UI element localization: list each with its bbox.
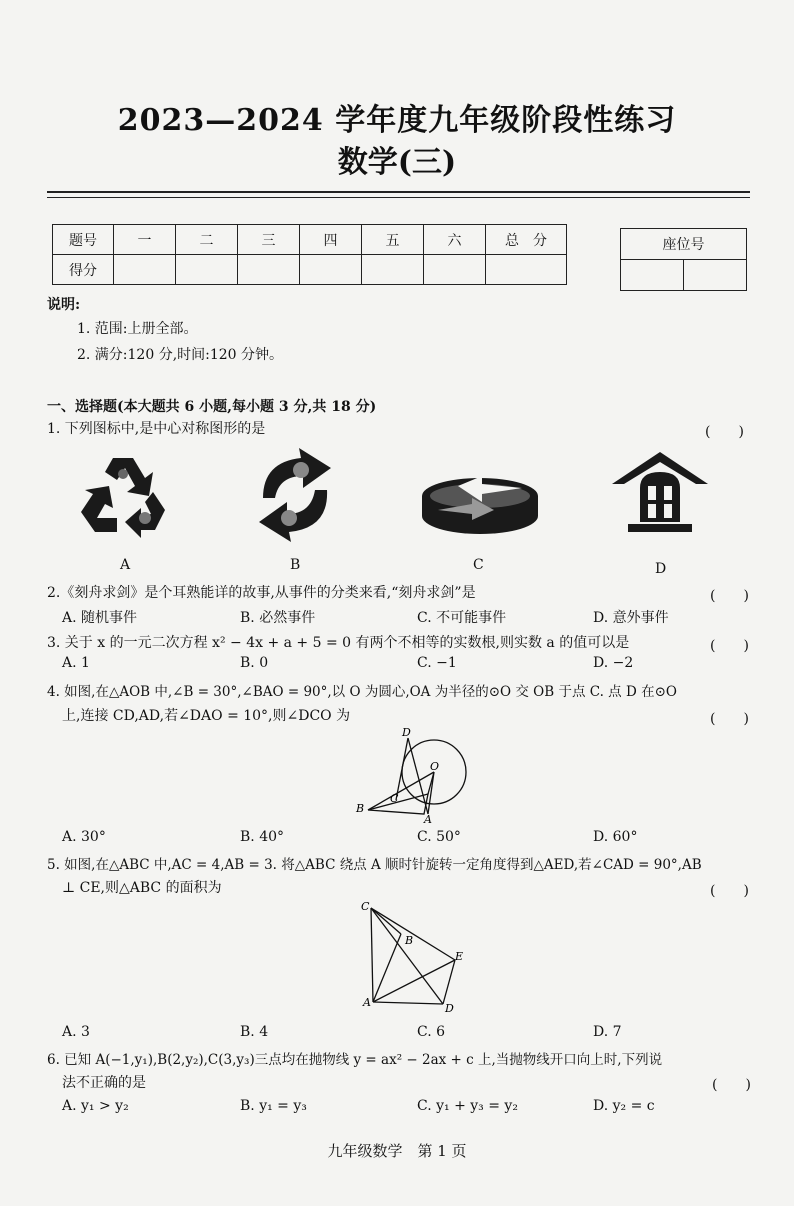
score-cell[interactable] bbox=[424, 255, 486, 285]
q6-option: A. y₁ > y₂ bbox=[62, 1098, 129, 1114]
q4-figure bbox=[350, 724, 475, 824]
answer-blank[interactable]: ( ) bbox=[710, 883, 749, 899]
q5-option: D. 7 bbox=[593, 1024, 622, 1040]
label-C: C bbox=[390, 792, 399, 805]
score-header-cell: 三 bbox=[238, 225, 300, 255]
q5-option: C. 6 bbox=[417, 1024, 446, 1040]
q6-option: B. y₁ = y₃ bbox=[240, 1098, 307, 1114]
label-E: E bbox=[455, 950, 464, 963]
answer-blank[interactable]: ( ) bbox=[710, 588, 749, 604]
label-B: B bbox=[405, 934, 414, 947]
q1-option-label: B bbox=[290, 557, 301, 573]
q2-option: A. 随机事件 bbox=[62, 610, 138, 626]
seat-table bbox=[620, 228, 747, 291]
label-D: D bbox=[402, 726, 411, 739]
label-D: D bbox=[445, 1002, 454, 1015]
score-header-cell: 题号 bbox=[53, 225, 114, 255]
q2-option: D. 意外事件 bbox=[593, 610, 669, 626]
divider-bottom bbox=[47, 197, 750, 198]
q4-option: D. 60° bbox=[593, 829, 638, 845]
score-row-label: 得分 bbox=[53, 255, 114, 285]
score-cell[interactable] bbox=[486, 255, 567, 285]
score-cell[interactable] bbox=[238, 255, 300, 285]
swap-arrows-icon bbox=[418, 466, 543, 536]
q6-option: C. y₁ + y₃ = y₂ bbox=[417, 1098, 518, 1114]
score-cell[interactable] bbox=[300, 255, 362, 285]
q1-option-label: C bbox=[473, 557, 484, 573]
rotating-arrows-icon bbox=[245, 448, 345, 543]
label-O: O bbox=[430, 760, 440, 773]
exam-subtitle: 数学(三) bbox=[337, 145, 457, 180]
question-6-stem: 6. 已知 A(−1,y₁),B(2,y₂),C(3,y₃)三点均在抛物线 y = ax² − 2ax + c 上,当抛物线开口向上时,下列说 bbox=[47, 1052, 663, 1068]
score-header-cell: 一 bbox=[114, 225, 176, 255]
score-header-cell: 五 bbox=[362, 225, 424, 255]
score-cell[interactable] bbox=[114, 255, 176, 285]
question-5-stem-cont: ⊥ CE,则△ABC 的面积为 bbox=[62, 880, 222, 896]
answer-blank[interactable]: ( ) bbox=[712, 1077, 751, 1093]
page-footer: 九年级数学 第 1 页 bbox=[327, 1142, 467, 1160]
divider-top bbox=[47, 191, 750, 193]
score-cell[interactable] bbox=[176, 255, 238, 285]
question-2-stem: 2.《刻舟求剑》是个耳熟能详的故事,从事件的分类来看,“刻舟求剑”是 bbox=[47, 585, 476, 601]
note-item: 1. 范围:上册全部。 bbox=[77, 321, 198, 337]
q3-option: D. −2 bbox=[593, 655, 634, 671]
q4-option: C. 50° bbox=[417, 829, 461, 845]
seat-cell[interactable] bbox=[621, 260, 684, 291]
question-4-stem: 4. 如图,在△AOB 中,∠B = 30°,∠BAO = 90°,以 O 为圆心,OA 为半径的⊙O 交 OB 于点 C. 点 D 在⊙O bbox=[47, 684, 677, 700]
answer-blank[interactable]: ( ) bbox=[710, 711, 749, 727]
exam-title: 2023—2024 学年度九年级阶段性练习 bbox=[117, 103, 677, 138]
label-B: B bbox=[356, 802, 365, 815]
score-header-cell: 六 bbox=[424, 225, 486, 255]
q1-option-label: A bbox=[120, 557, 131, 573]
q3-option: A. 1 bbox=[62, 655, 90, 671]
label-A: A bbox=[363, 996, 371, 1009]
question-4-stem-cont: 上,连接 CD,AD,若∠DAO = 10°,则∠DCO 为 bbox=[62, 708, 351, 724]
q2-option: B. 必然事件 bbox=[240, 610, 316, 626]
recycle-icon bbox=[75, 450, 175, 540]
q5-option: B. 4 bbox=[240, 1024, 269, 1040]
q3-option: C. −1 bbox=[417, 655, 457, 671]
question-6-stem-cont: 法不正确的是 bbox=[62, 1075, 146, 1091]
q5-option: A. 3 bbox=[62, 1024, 90, 1040]
answer-blank[interactable]: ( ) bbox=[710, 638, 749, 654]
label-C: C bbox=[361, 900, 370, 913]
seat-label: 座位号 bbox=[621, 229, 747, 260]
note-item: 2. 满分:120 分,时间:120 分钟。 bbox=[77, 347, 284, 363]
q5-figure bbox=[355, 898, 475, 1016]
q4-option: B. 40° bbox=[240, 829, 285, 845]
label-A: A bbox=[424, 813, 432, 824]
seat-cell[interactable] bbox=[684, 260, 747, 291]
notes-heading: 说明: bbox=[47, 297, 81, 313]
score-table bbox=[52, 224, 567, 285]
question-3-stem: 3. 关于 x 的一元二次方程 x² − 4x + a + 5 = 0 有两个不相等的实数根,则实数 a 的值可以是 bbox=[47, 635, 630, 651]
section-heading: 一、选择题(本大题共 6 小题,每小题 3 分,共 18 分) bbox=[47, 399, 377, 415]
q4-option: A. 30° bbox=[62, 829, 106, 845]
question-1-stem: 1. 下列图标中,是中心对称图形的是 bbox=[47, 421, 266, 437]
q6-option: D. y₂ = c bbox=[593, 1098, 655, 1114]
q2-option: C. 不可能事件 bbox=[417, 610, 507, 626]
score-header-cell: 四 bbox=[300, 225, 362, 255]
q3-option: B. 0 bbox=[240, 655, 269, 671]
q1-option-label: D bbox=[655, 561, 667, 577]
score-header-cell: 总 分 bbox=[486, 225, 567, 255]
house-icon bbox=[610, 450, 710, 535]
score-header-cell: 二 bbox=[176, 225, 238, 255]
question-5-stem: 5. 如图,在△ABC 中,AC = 4,AB = 3. 将△ABC 绕点 A 顺时针旋转一定角度得到△AED,若∠CAD = 90°,AB bbox=[47, 857, 702, 873]
score-cell[interactable] bbox=[362, 255, 424, 285]
answer-blank[interactable]: ( ) bbox=[705, 424, 744, 440]
